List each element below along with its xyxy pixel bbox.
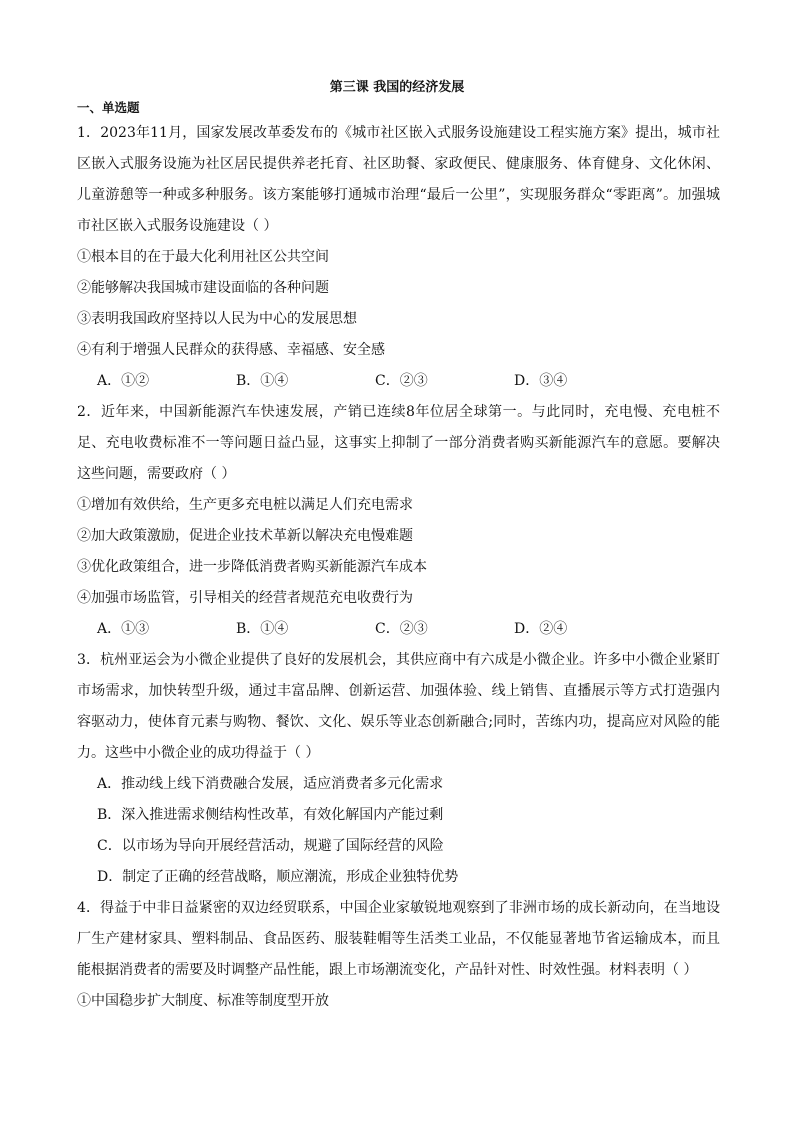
choice-a: A．①③ [97, 621, 150, 637]
question-list [77, 118, 720, 1017]
section-heading: 一、单选题 [77, 100, 140, 115]
page-title: 第三课 我国的经济发展 [329, 80, 465, 95]
choice-b: B．①④ [236, 621, 289, 637]
answer-choices [77, 366, 720, 397]
choice-a: A．①② [97, 373, 150, 389]
answer-choices [77, 614, 720, 645]
question-4 [77, 893, 720, 1017]
statement-1: ①根本目的在于最大化利用社区公共空间 [77, 249, 329, 265]
choice-b: B．深入推进需求侧结构性改革，有效化解国内产能过剩 [97, 807, 444, 823]
statement-2: ②加大政策激励，促进企业技术革新以解决充电慢难题 [77, 528, 413, 544]
question-stem: 4．得益于中非日益紧密的双边经贸联系，中国企业家敏锐地观察到了非洲市场的成长新动向，在当地设厂生产建材家具、塑料制品、食品医药、服装鞋帽等生活类工业品，不仅能显著地节省运输成本，而且能根据消费者的需要及时调整产品性能，跟上市场潮流变化，产品针对性、时效性强。材料表明（ ） [77, 900, 720, 978]
statement-3: ③表明我国政府坚持以人民为中心的发展思想 [77, 311, 357, 327]
choice-c: C．②③ [375, 373, 428, 389]
choice-d: D．制定了正确的经营战略，顺应潮流，形成企业独特优势 [97, 869, 459, 885]
choice-c: C．以市场为导向开展经营活动，规避了国际经营的风险 [97, 838, 444, 854]
question-stem: 2．近年来，中国新能源汽车快速发展，产销已连续8年位居全球第一。与此同时，充电慢、充电桩不足、充电收费标准不一等问题日益凸显，这事实上抑制了一部分消费者购买新能源汽车的意愿。要解决这些问题，需要政府（ ） [77, 404, 720, 482]
statement-1: ①增加有效供给，生产更多充电桩以满足人们充电需求 [77, 497, 413, 513]
question-2 [77, 397, 720, 645]
statement-3: ③优化政策组合，进一步降低消费者购买新能源汽车成本 [77, 559, 427, 575]
choice-b: B．①④ [236, 373, 289, 389]
choice-c: C．②③ [375, 621, 428, 637]
choice-a: A．推动线上线下消费融合发展，适应消费者多元化需求 [97, 776, 444, 792]
choice-d: D．②④ [514, 621, 568, 637]
question-stem: 1．2023年11月，国家发展改革委发布的《城市社区嵌入式服务设施建设工程实施方案》提出，城市社区嵌入式服务设施为社区居民提供养老托育、社区助餐、家政便民、健康服务、体育健身、文化休闲、儿童游憩等一种或多种服务。该方案能够打通城市治理“最后一公里”，实现服务群众“零距离”。加强城市社区嵌入式服务设施建设（ ） [77, 125, 720, 234]
statement-4: ④有利于增强人民群众的获得感、幸福感、安全感 [77, 342, 385, 358]
question-1 [77, 118, 720, 397]
statement-1: ①中国稳步扩大制度、标准等制度型开放 [77, 993, 329, 1009]
statement-4: ④加强市场监管，引导相关的经营者规范充电收费行为 [77, 590, 413, 606]
question-stem: 3．杭州亚运会为小微企业提供了良好的发展机会，其供应商中有六成是小微企业。许多中小微企业紧盯市场需求，加快转型升级，通过丰富品牌、创新运营、加强体验、线上销售、直播展示等方式打造强内容驱动力，使体育元素与购物、餐饮、文化、娱乐等业态创新融合;同时，苦练内功，提高应对风险的能力。这些中小微企业的成功得益于（ ） [77, 652, 720, 761]
statement-2: ②能够解决我国城市建设面临的各种问题 [77, 280, 329, 296]
question-3 [77, 645, 720, 893]
choice-d: D．③④ [514, 373, 568, 389]
